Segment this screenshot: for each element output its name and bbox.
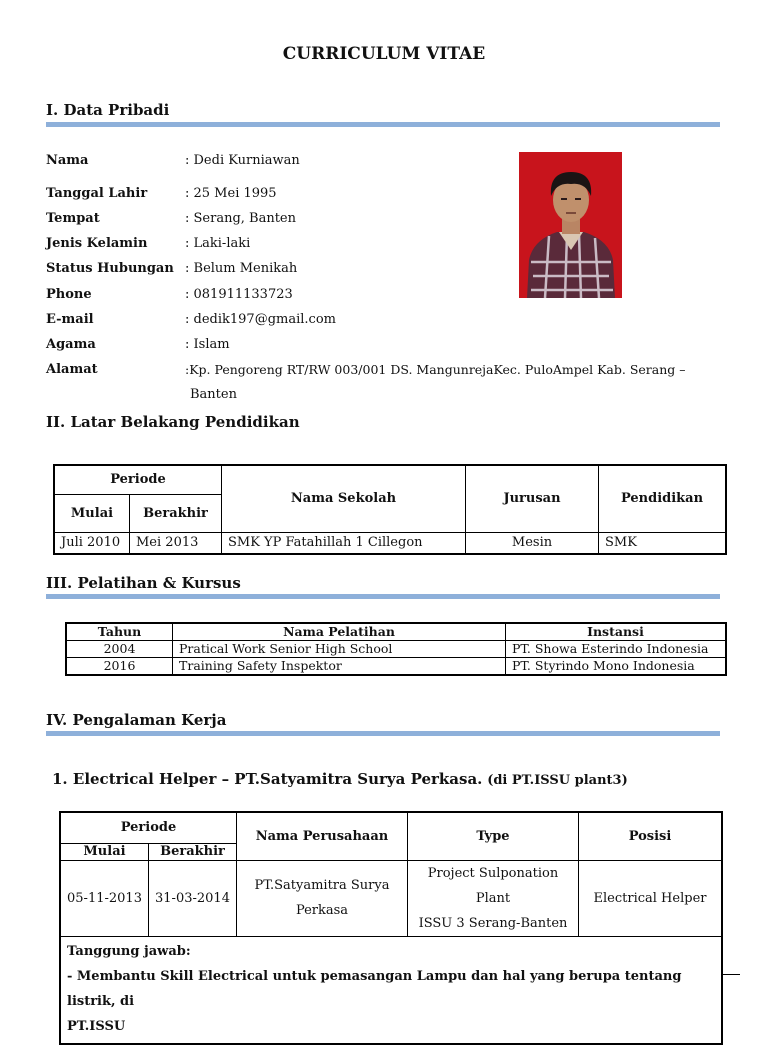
cell-perusahaan bbox=[237, 860, 408, 936]
cell-instansi: PT. Showa Esterindo Indonesia bbox=[506, 641, 727, 658]
cell-perusahaan-line2: Perkasa bbox=[295, 903, 349, 918]
header-nama-sekolah: Nama Sekolah bbox=[222, 465, 466, 532]
section-heading-training: III. Pelatihan & Kursus bbox=[46, 574, 241, 592]
value-agama: : Islam bbox=[185, 337, 230, 352]
header-posisi: Posisi bbox=[579, 812, 723, 860]
table-row bbox=[60, 860, 722, 936]
header-jurusan: Jurusan bbox=[466, 465, 599, 532]
page-title: CURRICULUM VITAE bbox=[282, 44, 486, 64]
header-periode: Periode bbox=[54, 465, 222, 494]
education-table bbox=[53, 464, 727, 555]
value-jenis-kelamin: : Laki-laki bbox=[185, 236, 251, 251]
section-divider bbox=[46, 731, 720, 736]
section-divider bbox=[46, 594, 720, 599]
experience-table bbox=[59, 811, 723, 1045]
cell-nama-pelatihan: Pratical Work Senior High School bbox=[173, 641, 506, 658]
cell-type-line1: Project Sulponation Plant bbox=[427, 865, 559, 906]
label-alamat: Alamat bbox=[46, 362, 98, 377]
header-periode: Periode bbox=[60, 812, 237, 843]
label-jenis-kelamin: Jenis Kelamin bbox=[46, 236, 148, 251]
label-status: Status Hubungan bbox=[46, 261, 174, 276]
value-alamat-cont: Banten bbox=[190, 387, 237, 402]
value-email: : dedik197@gmail.com bbox=[185, 312, 336, 327]
header-mulai: Mulai bbox=[60, 843, 149, 860]
cell-sekolah: SMK YP Fatahillah 1 Cillegon bbox=[222, 532, 466, 554]
cell-perusahaan-line1: PT.Satyamitra Surya bbox=[254, 878, 390, 893]
cell-tahun: 2004 bbox=[66, 641, 173, 658]
cell-instansi: PT. Styrindo Mono Indonesia bbox=[506, 658, 727, 676]
label-agama: Agama bbox=[46, 337, 96, 352]
label-phone: Phone bbox=[46, 287, 92, 302]
cell-jurusan: Mesin bbox=[466, 532, 599, 554]
header-tahun: Tahun bbox=[66, 623, 173, 641]
value-status: : Belum Menikah bbox=[185, 261, 298, 276]
label-nama: Nama bbox=[46, 153, 89, 168]
responsibility-text-cont: PT.ISSU bbox=[67, 1018, 126, 1034]
header-pendidikan: Pendidikan bbox=[599, 465, 727, 532]
section-divider bbox=[46, 122, 720, 127]
responsibility-row bbox=[60, 936, 722, 1044]
label-email: E-mail bbox=[46, 312, 94, 327]
value-nama: : Dedi Kurniawan bbox=[185, 153, 300, 168]
section-heading-personal: I. Data Pribadi bbox=[46, 101, 170, 119]
job-title: 1. Electrical Helper – PT.Satyamitra Surya Perkasa. bbox=[52, 770, 483, 788]
job-heading bbox=[52, 770, 628, 788]
header-nama-pelatihan: Nama Pelatihan bbox=[173, 623, 506, 641]
cell-pendidikan: SMK bbox=[599, 532, 727, 554]
section-heading-education: II. Latar Belakang Pendidikan bbox=[46, 413, 300, 431]
cell-berakhir: Mei 2013 bbox=[130, 532, 222, 554]
section-heading-experience: IV. Pengalaman Kerja bbox=[46, 711, 227, 729]
cell-type-line2: ISSU 3 Serang-Banten bbox=[418, 915, 568, 931]
cell-mulai: 05-11-2013 bbox=[60, 860, 149, 936]
responsibility-cell bbox=[60, 936, 722, 1044]
label-tempat: Tempat bbox=[46, 211, 100, 226]
responsibility-label: Tanggung jawab: bbox=[67, 943, 191, 959]
table-row bbox=[66, 641, 726, 658]
table-row bbox=[54, 532, 726, 554]
header-mulai: Mulai bbox=[54, 494, 130, 532]
cell-mulai: Juli 2010 bbox=[54, 532, 130, 554]
cell-berakhir: 31-03-2014 bbox=[149, 860, 237, 936]
value-tempat: : Serang, Banten bbox=[185, 211, 297, 226]
cell-tahun: 2016 bbox=[66, 658, 173, 676]
header-instansi: Instansi bbox=[506, 623, 727, 641]
cell-nama-pelatihan: Training Safety Inspektor bbox=[173, 658, 506, 676]
job-note: (di PT.ISSU plant3) bbox=[487, 773, 628, 788]
table-row bbox=[66, 658, 726, 676]
training-table bbox=[65, 622, 727, 676]
header-nama-perusahaan: Nama Perusahaan bbox=[237, 812, 408, 860]
value-phone: : 081911133723 bbox=[185, 287, 293, 302]
header-type: Type bbox=[408, 812, 579, 860]
value-tanggal-lahir: : 25 Mei 1995 bbox=[185, 186, 277, 201]
page-mark-line bbox=[722, 974, 740, 975]
header-berakhir: Berakhir bbox=[149, 843, 237, 860]
cell-type bbox=[408, 860, 579, 936]
cell-posisi: Electrical Helper bbox=[579, 860, 723, 936]
profile-photo bbox=[519, 152, 622, 298]
person-portrait-icon bbox=[519, 152, 622, 298]
label-tanggal-lahir: Tanggal Lahir bbox=[46, 186, 148, 201]
value-alamat: :Kp. Pengoreng RT/RW 003/001 DS. MangunrejaKec. PuloAmpel Kab. Serang – bbox=[185, 362, 686, 377]
header-berakhir: Berakhir bbox=[130, 494, 222, 532]
responsibility-text: - Membantu Skill Electrical untuk pemasangan Lampu dan hal yang berupa tentang listrik, di bbox=[67, 968, 682, 1009]
